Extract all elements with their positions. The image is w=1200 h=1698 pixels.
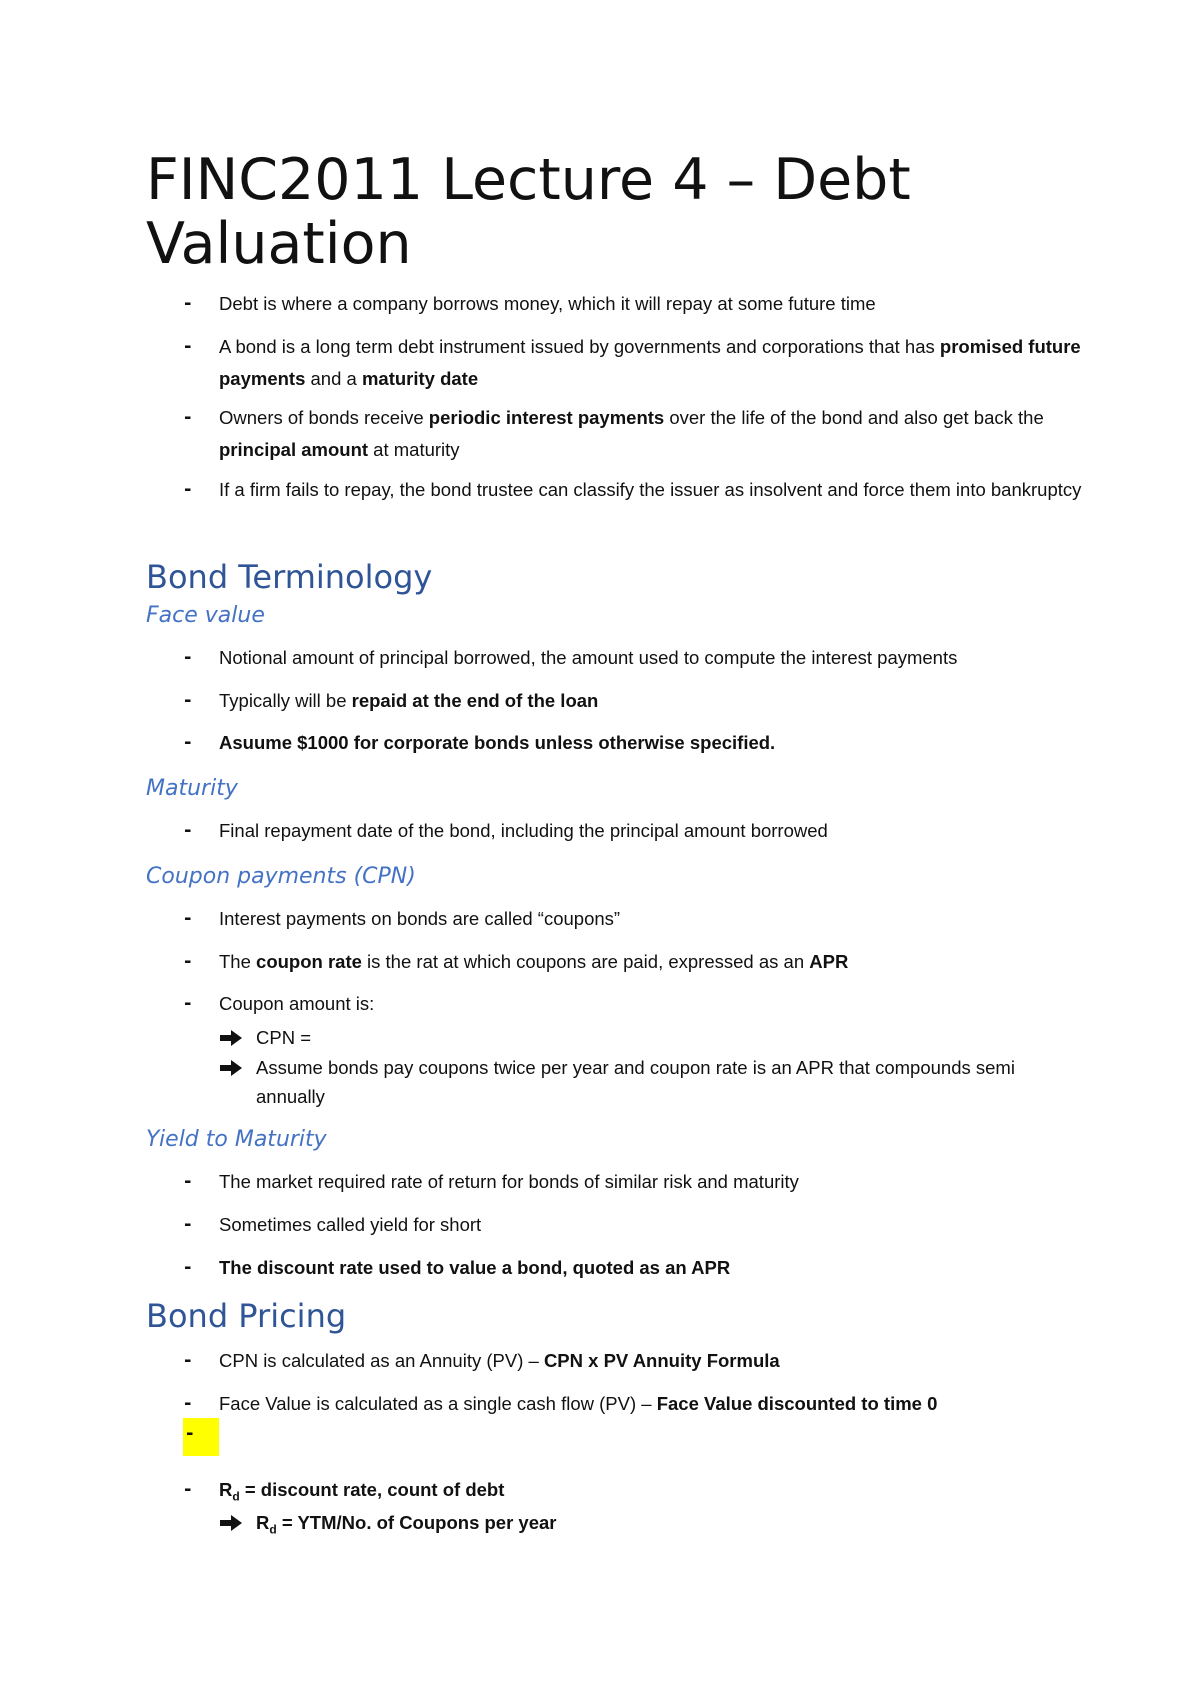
subheading-maturity: Maturity — [146, 776, 238, 801]
rd-subscript: d — [269, 1522, 277, 1537]
item-text — [219, 690, 598, 711]
bullet-dash: - — [184, 1257, 192, 1278]
bold-text-run: repaid at the end of the loan — [351, 690, 599, 711]
coupon-sub-item — [256, 1023, 1056, 1052]
bullet-dash: - — [184, 1479, 192, 1500]
pricing-item — [184, 1388, 1099, 1420]
pricing-item — [184, 1345, 1099, 1377]
rd-subscript: d — [232, 1489, 240, 1504]
bullet-dash: - — [184, 951, 192, 972]
bold-text-run: coupon rate — [256, 951, 362, 972]
text-run: The — [219, 951, 257, 972]
bold-text-run: CPN x PV Annuity Formula — [543, 1350, 780, 1371]
text-run: A bond is a long term debt instrument issued by governments and corporations that has — [219, 336, 940, 357]
text-run: The market required rate of return for bonds of similar risk and maturity — [219, 1171, 799, 1192]
item-text — [219, 1214, 481, 1235]
text-run: If a firm fails to repay, the bond trustee can classify the issuer as insolvent and force them into bankruptcy — [219, 479, 1082, 500]
bullet-dash: - — [184, 732, 192, 753]
ytm-item — [184, 1209, 1099, 1241]
text-run: over the life of the bond and also get back the — [664, 407, 1044, 428]
coupon-sub-item — [256, 1053, 1056, 1111]
coupon-item — [184, 903, 1099, 935]
text-run: Final repayment date of the bond, including the principal amount borrowed — [219, 820, 828, 841]
item-text — [219, 820, 828, 841]
item-text — [256, 1027, 311, 1048]
bullet-dash: - — [184, 1350, 192, 1371]
item-text — [219, 732, 775, 753]
intro-item — [184, 402, 1099, 466]
bullet-dash: - — [186, 1423, 194, 1444]
bullet-dash: - — [184, 820, 192, 841]
text-run: Face Value is calculated as a single cash flow (PV) – — [219, 1393, 657, 1414]
text-run: Debt is where a company borrows money, which it will repay at some future time — [219, 293, 876, 314]
text-run: CPN is calculated as an Annuity (PV) – — [219, 1350, 544, 1371]
coupon-item — [184, 988, 1099, 1020]
ytm-item — [184, 1252, 1099, 1284]
item-text — [219, 993, 374, 1014]
bold-text-run: promised future payments — [219, 336, 1081, 389]
highlighted-empty-bullet — [183, 1418, 219, 1456]
text-run: at maturity — [368, 439, 460, 460]
pricing-sub-item-rd — [256, 1508, 1056, 1545]
bullet-dash: - — [184, 908, 192, 929]
item-text — [219, 407, 1044, 460]
face-value-item — [184, 642, 1099, 674]
text-run: Sometimes called yield for short — [219, 1214, 482, 1235]
item-text — [219, 1257, 730, 1278]
document-title: FINC2011 Lecture 4 – Debt Valuation — [146, 147, 911, 277]
bold-text-run: maturity date — [361, 368, 479, 389]
item-text — [219, 336, 1081, 389]
rd-text: = YTM/No. of Coupons per year — [276, 1512, 557, 1533]
intro-item — [184, 288, 1099, 320]
bold-text-run: principal amount — [219, 439, 369, 460]
rd-symbol: R — [256, 1512, 270, 1533]
item-text — [256, 1057, 1015, 1107]
item-text — [219, 1350, 780, 1371]
text-run: Coupon amount is: — [219, 993, 375, 1014]
text-run: Owners of bonds receive — [219, 407, 429, 428]
bullet-dash: - — [184, 993, 192, 1014]
bullet-dash: - — [184, 647, 192, 668]
item-text — [219, 908, 620, 929]
arrow-right-icon — [219, 1060, 243, 1076]
bullet-dash: - — [184, 690, 192, 711]
bold-text-run: Face Value discounted to time 0 — [656, 1393, 938, 1414]
ytm-item — [184, 1166, 1099, 1198]
bullet-dash: - — [184, 1171, 192, 1192]
item-text — [219, 1171, 799, 1192]
bullet-dash: - — [184, 1393, 192, 1414]
intro-item — [184, 474, 1099, 506]
maturity-item — [184, 815, 1099, 847]
rd-symbol: R — [219, 1479, 233, 1500]
text-run: Notional amount of principal borrowed, the amount used to compute the interest payments — [219, 647, 958, 668]
section-heading-bond-terminology: Bond Terminology — [146, 558, 433, 596]
text-run: is the rat at which coupons are paid, expressed as an — [361, 951, 810, 972]
bullet-dash: - — [184, 407, 192, 428]
text-run: CPN = — [256, 1027, 312, 1048]
face-value-item — [184, 685, 1099, 717]
text-run: Typically will be — [219, 690, 352, 711]
section-heading-bond-pricing: Bond Pricing — [146, 1297, 347, 1335]
item-text — [219, 647, 957, 668]
face-value-item — [184, 727, 1099, 759]
item-text — [219, 479, 1081, 500]
item-text — [219, 951, 848, 972]
intro-item — [184, 331, 1099, 395]
bullet-dash: - — [184, 293, 192, 314]
bold-text-run: periodic interest payments — [428, 407, 665, 428]
bullet-dash: - — [184, 1214, 192, 1235]
subheading-coupon-payments: Coupon payments (CPN) — [146, 864, 416, 889]
text-run: Interest payments on bonds are called “coupons” — [219, 908, 621, 929]
pricing-item-rd — [184, 1474, 1099, 1513]
coupon-item — [184, 946, 1099, 978]
item-text — [219, 293, 876, 314]
rd-text: = discount rate, count of debt — [239, 1479, 505, 1500]
bullet-dash: - — [184, 336, 192, 357]
arrow-right-icon — [219, 1030, 243, 1046]
subheading-yield-to-maturity: Yield to Maturity — [146, 1127, 327, 1152]
bold-text-run: The discount rate used to value a bond, quoted as an APR — [219, 1257, 731, 1278]
text-run: Assume bonds pay coupons twice per year and coupon rate is an APR that compounds semi annually — [256, 1057, 1015, 1107]
subheading-face-value: Face value — [146, 603, 265, 628]
text-run: and a — [305, 368, 362, 389]
bullet-dash: - — [184, 479, 192, 500]
item-text — [219, 1393, 937, 1414]
bold-text-run: APR — [809, 951, 849, 972]
arrow-right-icon — [219, 1515, 243, 1531]
bold-text-run: Asuume $1000 for corporate bonds unless otherwise specified. — [219, 732, 776, 753]
